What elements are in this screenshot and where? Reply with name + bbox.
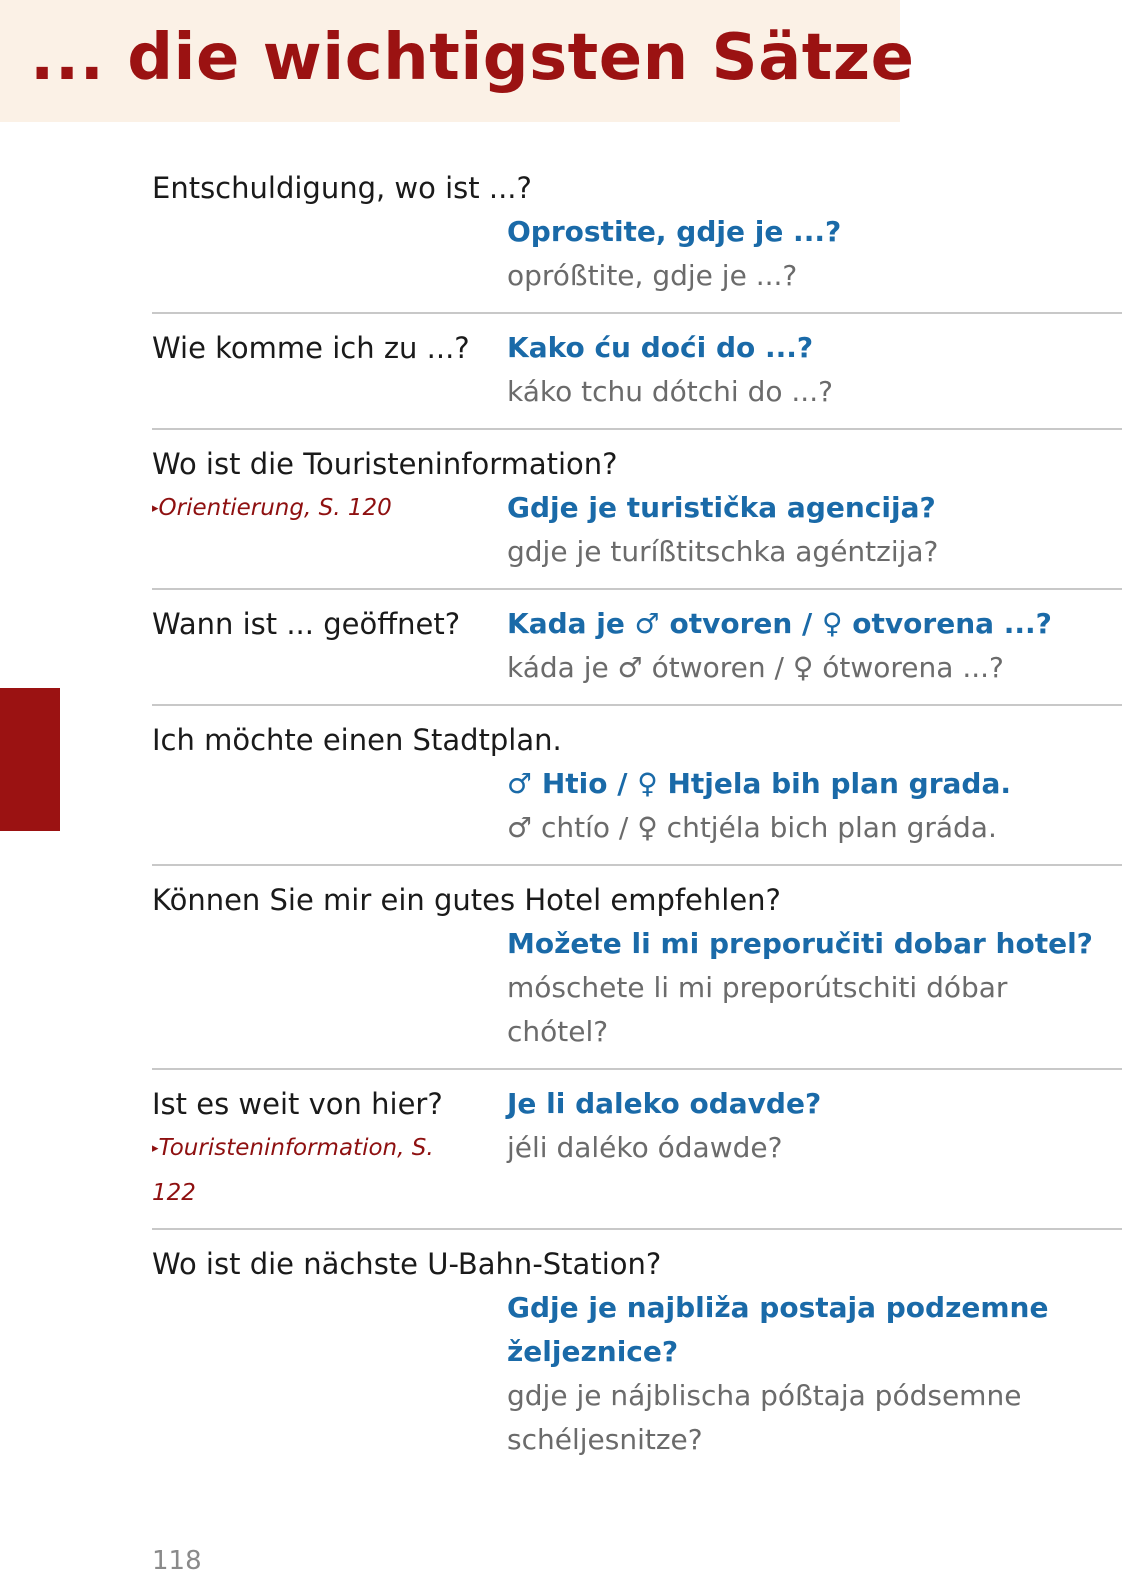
german-phrase: Können Sie mir ein gutes Hotel empfehlen? [152,883,781,917]
pronunciation: ♂ chtío / ♀ chtjéla bich plan gráda. [507,811,997,844]
translation-block [507,1082,1117,1214]
german-phrase: Ich möchte einen Stadtplan. [152,723,562,757]
german-phrase: Ist es weit von hier? [152,1087,443,1121]
translation-block [507,326,1117,414]
phrase-entry [152,166,1122,314]
chapter-tab [0,688,60,831]
pronunciation: gdje je nájblischa póßtaja pódsemne schéljesnitze? [507,1379,1022,1456]
phrase-entry [152,1242,1122,1462]
croatian-phrase: Je li daleko odavde? [507,1087,822,1120]
pronunciation: opróßtite, gdje je ...? [507,259,798,292]
cross-reference-text: Orientierung, S. 120 [158,495,392,521]
page-title: ... die wichtigsten Sätze [30,21,915,95]
croatian-phrase: Gdje je najbliža postaja podzemne željeznice? [507,1291,1049,1368]
pronunciation: káda je ♂ ótworen / ♀ ótworena ...? [507,651,1004,684]
phrase-entry [152,718,1122,866]
cross-reference-text: Touristeninformation, S. 122 [152,1135,434,1206]
german-phrase: Entschuldigung, wo ist ...? [152,171,532,205]
translation-block [507,762,1117,850]
divider [152,704,1122,706]
phrase-entry [152,1082,1122,1230]
arrow-right-icon: ▸ [152,1141,159,1156]
divider [152,1228,1122,1230]
german-phrase: Wo ist die Touristeninformation? [152,447,618,481]
translation-block [507,210,1117,298]
cross-reference-link[interactable] [152,1126,472,1215]
translation-block [507,1286,1117,1462]
arrow-right-icon: ▸ [152,501,159,516]
phrase-entry [152,442,1122,590]
pronunciation: káko tchu dótchi do ...? [507,375,833,408]
croatian-phrase: ♂ Htio / ♀ Htjela bih plan grada. [507,767,1011,800]
divider [152,1068,1122,1070]
cross-reference-link[interactable] [152,486,472,531]
divider [152,588,1122,590]
german-phrase: Wo ist die nächste U-Bahn-Station? [152,1247,662,1281]
pronunciation: móschete li mi preporútschiti dóbar chótel? [507,971,1008,1048]
page-number: 118 [152,1546,202,1576]
phrase-entry [152,878,1122,1070]
reference-column [152,486,492,531]
translation-block [507,602,1117,690]
divider [152,312,1122,314]
phrase-list [152,166,1122,1462]
german-column [152,1082,492,1215]
divider [152,428,1122,430]
croatian-phrase: Gdje je turistička agencija? [507,491,936,524]
german-phrase: Wann ist ... geöffnet? [152,607,461,641]
croatian-phrase: Kako ću doći do ...? [507,331,814,364]
divider [152,864,1122,866]
pronunciation: jéli daléko ódawde? [507,1131,783,1164]
header-band [0,0,915,122]
croatian-phrase: Kada je ♂ otvoren / ♀ otvorena ...? [507,607,1052,640]
phrase-entry [152,326,1122,430]
translation-block [507,486,1117,574]
translation-block [507,922,1117,1054]
croatian-phrase: Oprostite, gdje je ...? [507,215,842,248]
german-phrase: Wie komme ich zu ...? [152,331,470,365]
phrase-entry [152,602,1122,706]
pronunciation: gdje je turíßtitschka agéntzija? [507,535,939,568]
croatian-phrase: Možete li mi preporučiti dobar hotel? [507,927,1093,960]
